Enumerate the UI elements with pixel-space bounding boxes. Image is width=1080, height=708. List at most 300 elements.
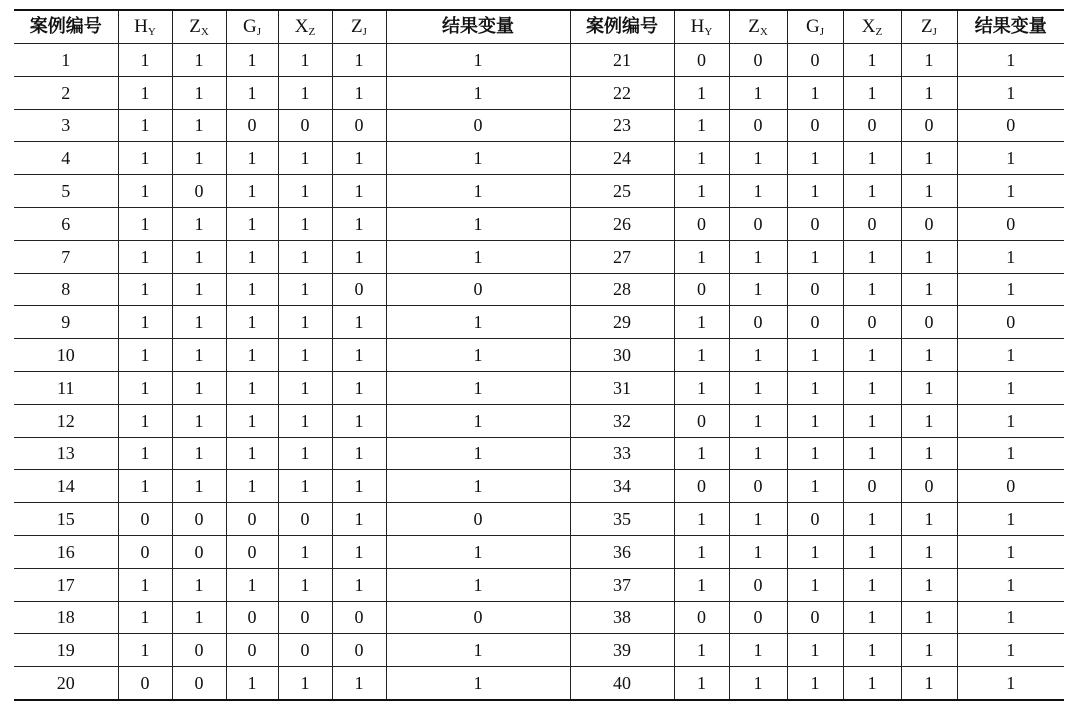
- table-cell: 1: [278, 371, 332, 404]
- table-cell: 0: [278, 109, 332, 142]
- table-row: [14, 503, 1064, 536]
- table-cell: 1: [787, 634, 843, 667]
- table-cell: 1: [901, 667, 957, 700]
- table-cell: 0: [729, 601, 787, 634]
- table-cell: 0: [226, 601, 278, 634]
- table-cell: 1: [386, 240, 570, 273]
- table-cell: 1: [787, 404, 843, 437]
- table-cell: 0: [674, 44, 729, 77]
- table-cell: 23: [570, 109, 674, 142]
- table-cell: 1: [729, 634, 787, 667]
- table-cell: 1: [729, 404, 787, 437]
- table-cell: 1: [901, 240, 957, 273]
- table-cell: 1: [386, 142, 570, 175]
- table-cell: 0: [843, 207, 901, 240]
- table-cell: 1: [386, 76, 570, 109]
- table-cell: 1: [729, 240, 787, 273]
- table-cell: 7: [14, 240, 118, 273]
- table-cell: 1: [332, 503, 386, 536]
- table-cell: 0: [332, 601, 386, 634]
- table-cell: 1: [226, 437, 278, 470]
- gj-header-left: [226, 10, 278, 44]
- table-row: [14, 175, 1064, 208]
- table-cell: 36: [570, 535, 674, 568]
- table-cell: 1: [226, 470, 278, 503]
- table-cell: 37: [570, 568, 674, 601]
- table-cell: 30: [570, 339, 674, 372]
- table-cell: 1: [957, 371, 1064, 404]
- table-cell: 28: [570, 273, 674, 306]
- table-cell: 1: [226, 44, 278, 77]
- table-cell: 0: [787, 503, 843, 536]
- table-cell: 0: [674, 404, 729, 437]
- table-cell: 1: [332, 339, 386, 372]
- table-cell: 0: [226, 535, 278, 568]
- table-cell: 1: [118, 634, 172, 667]
- table-cell: 1: [278, 306, 332, 339]
- table-cell: 0: [172, 535, 226, 568]
- table-cell: 1: [843, 44, 901, 77]
- table-cell: 1: [787, 568, 843, 601]
- table-cell: 1: [787, 437, 843, 470]
- table-cell: 1: [226, 371, 278, 404]
- table-cell: 0: [729, 306, 787, 339]
- table-cell: 0: [843, 109, 901, 142]
- table-cell: 1: [172, 306, 226, 339]
- table-cell: 1: [843, 535, 901, 568]
- table-cell: 0: [957, 109, 1064, 142]
- table-cell: 1: [674, 76, 729, 109]
- table-cell: 9: [14, 306, 118, 339]
- table-cell: 6: [14, 207, 118, 240]
- table-cell: 1: [278, 175, 332, 208]
- table-cell: 1: [226, 240, 278, 273]
- table-cell: 0: [901, 470, 957, 503]
- table-cell: 26: [570, 207, 674, 240]
- table-row: [14, 207, 1064, 240]
- table-cell: 1: [729, 667, 787, 700]
- table-cell: 1: [729, 175, 787, 208]
- table-cell: 21: [570, 44, 674, 77]
- table-cell: 12: [14, 404, 118, 437]
- table-cell: 1: [674, 240, 729, 273]
- table-cell: 1: [226, 404, 278, 437]
- table-cell: 10: [14, 339, 118, 372]
- xz-header-left: [278, 10, 332, 44]
- table-row: [14, 109, 1064, 142]
- table-cell: 0: [386, 273, 570, 306]
- table-cell: 1: [787, 470, 843, 503]
- table-cell: 1: [957, 437, 1064, 470]
- table-cell: 1: [332, 470, 386, 503]
- table-cell: 5: [14, 175, 118, 208]
- header-subscript: Y: [704, 25, 713, 38]
- table-cell: 1: [843, 503, 901, 536]
- table-cell: 1: [172, 470, 226, 503]
- case-id-header-right: 案例编号: [570, 10, 674, 44]
- table-cell: 0: [787, 207, 843, 240]
- data-table-container: [14, 9, 1064, 701]
- table-cell: 1: [226, 207, 278, 240]
- table-cell: 1: [674, 667, 729, 700]
- table-cell: 0: [172, 634, 226, 667]
- table-cell: 1: [843, 404, 901, 437]
- case-id-header-left: 案例编号: [14, 10, 118, 44]
- table-cell: 1: [278, 568, 332, 601]
- table-cell: 1: [278, 339, 332, 372]
- table-cell: 1: [729, 76, 787, 109]
- table-cell: 14: [14, 470, 118, 503]
- table-cell: 1: [901, 371, 957, 404]
- zx-header-left: [172, 10, 226, 44]
- table-cell: 1: [386, 568, 570, 601]
- header-symbol: Z: [189, 15, 201, 37]
- table-row: [14, 306, 1064, 339]
- table-cell: 1: [957, 503, 1064, 536]
- table-cell: 1: [172, 240, 226, 273]
- table-cell: 1: [674, 437, 729, 470]
- table-cell: 1: [226, 273, 278, 306]
- table-cell: 1: [118, 240, 172, 273]
- table-cell: 1: [332, 207, 386, 240]
- table-cell: 1: [226, 568, 278, 601]
- table-cell: 1: [172, 371, 226, 404]
- header-subscript: Z: [875, 25, 883, 38]
- table-cell: 24: [570, 142, 674, 175]
- table-cell: 1: [118, 109, 172, 142]
- table-cell: 1: [843, 634, 901, 667]
- table-cell: 0: [729, 568, 787, 601]
- header-symbol: H: [134, 15, 148, 37]
- header-subscript: J: [362, 25, 367, 38]
- table-cell: 1: [118, 437, 172, 470]
- table-cell: 1: [674, 339, 729, 372]
- table-cell: 1: [674, 175, 729, 208]
- table-cell: 1: [14, 44, 118, 77]
- table-cell: 0: [118, 503, 172, 536]
- table-cell: 27: [570, 240, 674, 273]
- table-header-row: [14, 10, 1064, 44]
- case-data-table: [14, 9, 1064, 701]
- table-cell: 0: [901, 306, 957, 339]
- table-row: [14, 601, 1064, 634]
- table-cell: 1: [118, 339, 172, 372]
- table-cell: 1: [843, 339, 901, 372]
- table-row: [14, 437, 1064, 470]
- table-cell: 38: [570, 601, 674, 634]
- table-row: [14, 240, 1064, 273]
- table-cell: 15: [14, 503, 118, 536]
- table-cell: 17: [14, 568, 118, 601]
- table-cell: 0: [386, 601, 570, 634]
- table-cell: 0: [957, 306, 1064, 339]
- table-cell: 11: [14, 371, 118, 404]
- table-cell: 1: [957, 404, 1064, 437]
- table-cell: 1: [787, 339, 843, 372]
- table-cell: 1: [901, 273, 957, 306]
- table-cell: 1: [787, 667, 843, 700]
- table-cell: 0: [332, 273, 386, 306]
- table-row: [14, 470, 1064, 503]
- table-cell: 1: [118, 601, 172, 634]
- table-cell: 1: [957, 273, 1064, 306]
- table-cell: 0: [226, 109, 278, 142]
- table-cell: 0: [278, 601, 332, 634]
- table-cell: 1: [843, 273, 901, 306]
- header-subscript: J: [932, 25, 937, 38]
- zj-header-right: [901, 10, 957, 44]
- table-cell: 1: [278, 240, 332, 273]
- table-cell: 35: [570, 503, 674, 536]
- header-subscript: Z: [308, 25, 316, 38]
- table-cell: 1: [901, 404, 957, 437]
- table-cell: 1: [332, 437, 386, 470]
- table-cell: 0: [957, 207, 1064, 240]
- table-cell: 1: [118, 175, 172, 208]
- table-cell: 1: [957, 240, 1064, 273]
- gj-header-right: [787, 10, 843, 44]
- table-cell: 0: [729, 470, 787, 503]
- table-cell: 1: [843, 371, 901, 404]
- table-cell: 0: [332, 634, 386, 667]
- header-symbol: Z: [748, 15, 760, 37]
- table-cell: 1: [674, 306, 729, 339]
- table-row: [14, 667, 1064, 700]
- table-cell: 0: [901, 207, 957, 240]
- table-cell: 4: [14, 142, 118, 175]
- table-row: [14, 404, 1064, 437]
- table-cell: 1: [957, 44, 1064, 77]
- hy-header-left: [118, 10, 172, 44]
- table-cell: 1: [386, 339, 570, 372]
- header-subscript: J: [819, 25, 824, 38]
- table-cell: 1: [386, 207, 570, 240]
- table-cell: 1: [118, 470, 172, 503]
- table-cell: 1: [386, 371, 570, 404]
- table-cell: 0: [957, 470, 1064, 503]
- table-cell: 0: [674, 207, 729, 240]
- table-cell: 1: [674, 142, 729, 175]
- table-cell: 1: [901, 535, 957, 568]
- table-cell: 1: [226, 667, 278, 700]
- table-cell: 1: [226, 76, 278, 109]
- table-cell: 1: [674, 371, 729, 404]
- table-cell: 1: [278, 535, 332, 568]
- table-cell: 8: [14, 273, 118, 306]
- table-cell: 1: [118, 568, 172, 601]
- table-cell: 1: [787, 535, 843, 568]
- table-row: [14, 273, 1064, 306]
- table-cell: 1: [386, 404, 570, 437]
- table-cell: 1: [226, 142, 278, 175]
- table-cell: 0: [386, 503, 570, 536]
- table-cell: 1: [901, 503, 957, 536]
- table-cell: 1: [332, 667, 386, 700]
- table-cell: 0: [332, 109, 386, 142]
- table-cell: 1: [957, 339, 1064, 372]
- table-cell: 1: [901, 175, 957, 208]
- header-subscript: X: [759, 25, 768, 38]
- table-cell: 1: [278, 142, 332, 175]
- table-cell: 0: [278, 503, 332, 536]
- table-cell: 1: [674, 634, 729, 667]
- table-cell: 1: [118, 273, 172, 306]
- table-cell: 1: [957, 142, 1064, 175]
- header-subscript: Y: [147, 25, 156, 38]
- table-cell: 1: [278, 207, 332, 240]
- table-cell: 0: [172, 503, 226, 536]
- table-cell: 0: [278, 634, 332, 667]
- table-cell: 1: [729, 142, 787, 175]
- table-cell: 1: [332, 306, 386, 339]
- table-cell: 0: [787, 601, 843, 634]
- table-cell: 1: [332, 568, 386, 601]
- table-row: [14, 76, 1064, 109]
- table-cell: 16: [14, 535, 118, 568]
- table-cell: 1: [118, 44, 172, 77]
- table-cell: 1: [957, 634, 1064, 667]
- table-cell: 1: [172, 44, 226, 77]
- table-cell: 1: [172, 207, 226, 240]
- table-cell: 33: [570, 437, 674, 470]
- table-cell: 1: [278, 273, 332, 306]
- table-cell: 1: [957, 568, 1064, 601]
- table-cell: 1: [332, 175, 386, 208]
- table-cell: 1: [118, 207, 172, 240]
- table-row: [14, 634, 1064, 667]
- table-cell: 1: [386, 306, 570, 339]
- table-cell: 1: [278, 667, 332, 700]
- table-cell: 2: [14, 76, 118, 109]
- table-cell: 0: [787, 306, 843, 339]
- table-cell: 0: [674, 601, 729, 634]
- table-cell: 1: [729, 503, 787, 536]
- table-cell: 1: [172, 601, 226, 634]
- table-cell: 0: [729, 44, 787, 77]
- table-cell: 0: [118, 535, 172, 568]
- table-cell: 31: [570, 371, 674, 404]
- table-cell: 39: [570, 634, 674, 667]
- table-cell: 1: [729, 437, 787, 470]
- table-cell: 1: [901, 568, 957, 601]
- table-cell: 1: [226, 175, 278, 208]
- header-symbol: H: [690, 15, 705, 37]
- table-cell: 0: [172, 175, 226, 208]
- table-cell: 1: [278, 404, 332, 437]
- table-cell: 1: [843, 601, 901, 634]
- table-cell: 1: [674, 535, 729, 568]
- xz-header-right: [843, 10, 901, 44]
- outcome-header-left: 结果变量: [386, 10, 570, 44]
- outcome-header-right: 结果变量: [957, 10, 1064, 44]
- table-cell: 1: [729, 371, 787, 404]
- table-cell: 1: [787, 175, 843, 208]
- header-symbol: X: [861, 15, 876, 37]
- table-cell: 0: [843, 306, 901, 339]
- table-cell: 1: [278, 76, 332, 109]
- header-subscript: X: [200, 25, 209, 38]
- table-cell: 1: [901, 634, 957, 667]
- table-cell: 1: [118, 142, 172, 175]
- table-cell: 22: [570, 76, 674, 109]
- table-cell: 0: [729, 109, 787, 142]
- table-cell: 1: [729, 339, 787, 372]
- table-cell: 29: [570, 306, 674, 339]
- table-cell: 0: [787, 273, 843, 306]
- table-cell: 1: [901, 76, 957, 109]
- table-cell: 1: [278, 44, 332, 77]
- table-cell: 1: [386, 175, 570, 208]
- table-body: [14, 44, 1064, 700]
- table-row: [14, 339, 1064, 372]
- table-cell: 1: [843, 240, 901, 273]
- table-cell: 1: [386, 535, 570, 568]
- table-cell: 1: [957, 175, 1064, 208]
- header-symbol: G: [805, 15, 820, 37]
- table-cell: 1: [332, 371, 386, 404]
- table-cell: 20: [14, 667, 118, 700]
- table-cell: 1: [332, 142, 386, 175]
- header-symbol: Z: [351, 15, 363, 37]
- table-cell: 0: [118, 667, 172, 700]
- zj-header-left: [332, 10, 386, 44]
- table-cell: 1: [118, 404, 172, 437]
- table-cell: 1: [787, 371, 843, 404]
- table-cell: 1: [172, 339, 226, 372]
- table-row: [14, 371, 1064, 404]
- table-cell: 1: [172, 404, 226, 437]
- table-cell: 40: [570, 667, 674, 700]
- table-cell: 1: [787, 240, 843, 273]
- table-cell: 1: [843, 568, 901, 601]
- table-cell: 1: [674, 568, 729, 601]
- hy-header-right: [674, 10, 729, 44]
- zx-header-right: [729, 10, 787, 44]
- table-cell: 1: [674, 109, 729, 142]
- table-cell: 0: [787, 44, 843, 77]
- table-cell: 1: [332, 76, 386, 109]
- header-symbol: Z: [921, 15, 933, 37]
- table-cell: 0: [226, 503, 278, 536]
- table-cell: 3: [14, 109, 118, 142]
- table-row: [14, 568, 1064, 601]
- table-cell: 1: [332, 404, 386, 437]
- table-cell: 1: [901, 142, 957, 175]
- table-cell: 1: [843, 175, 901, 208]
- table-row: [14, 44, 1064, 77]
- table-row: [14, 535, 1064, 568]
- table-cell: 1: [226, 339, 278, 372]
- table-cell: 1: [787, 76, 843, 109]
- table-cell: 25: [570, 175, 674, 208]
- table-cell: 1: [957, 76, 1064, 109]
- table-cell: 1: [172, 109, 226, 142]
- table-cell: 1: [674, 503, 729, 536]
- table-cell: 1: [901, 44, 957, 77]
- table-cell: 0: [729, 207, 787, 240]
- table-cell: 13: [14, 437, 118, 470]
- header-symbol: X: [294, 15, 309, 37]
- table-cell: 1: [787, 142, 843, 175]
- table-cell: 1: [843, 437, 901, 470]
- table-cell: 34: [570, 470, 674, 503]
- table-cell: 1: [332, 535, 386, 568]
- table-cell: 0: [226, 634, 278, 667]
- table-cell: 1: [843, 667, 901, 700]
- table-cell: 1: [172, 273, 226, 306]
- table-cell: 1: [278, 470, 332, 503]
- table-cell: 1: [172, 76, 226, 109]
